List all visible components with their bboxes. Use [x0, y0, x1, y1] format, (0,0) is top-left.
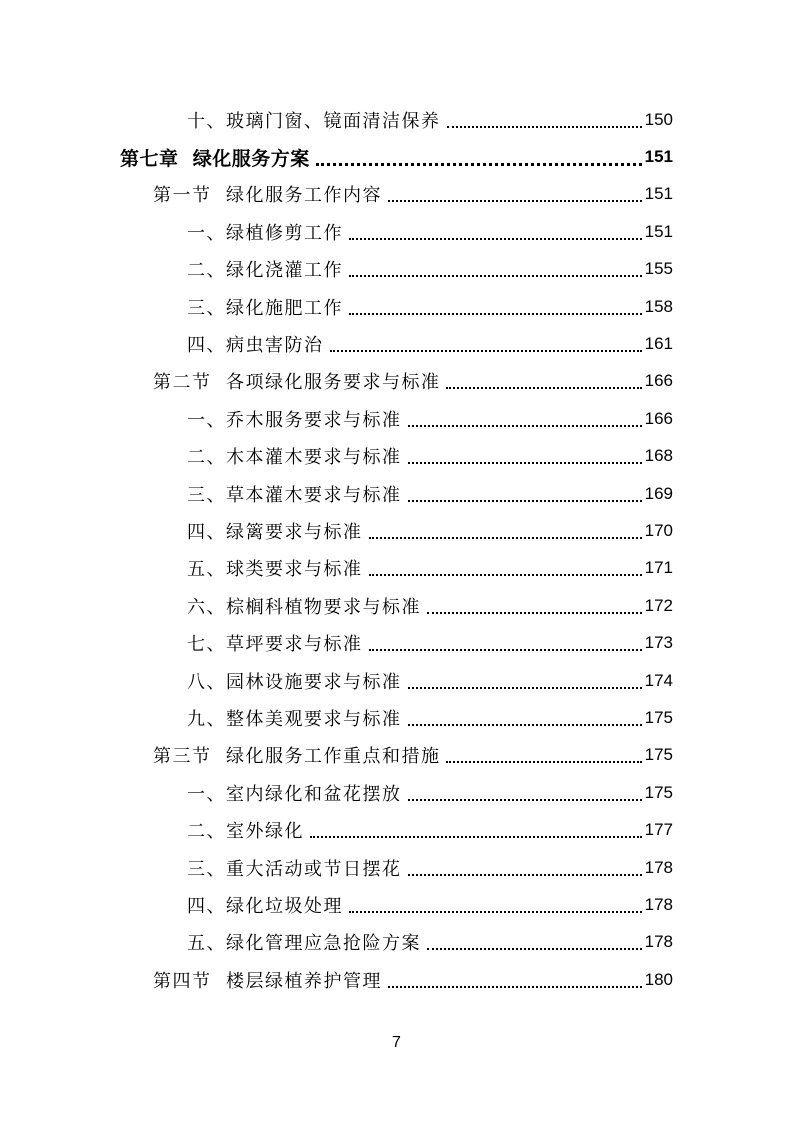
toc-entry-title: 一、室内绿化和盆花摆放: [187, 783, 402, 805]
toc-subsection-entry[interactable]: [0, 924, 793, 961]
table-of-contents: [0, 101, 793, 998]
toc-entry-title: 八、园林设施要求与标准: [187, 671, 402, 693]
toc-subsection-entry[interactable]: [0, 849, 793, 886]
toc-entry-page-number: 161: [644, 334, 673, 354]
toc-subsection-entry[interactable]: [0, 438, 793, 475]
toc-dot-leader: [349, 313, 642, 315]
toc-entry-title: 九、整体美观要求与标准: [187, 708, 402, 730]
toc-dot-leader: [310, 836, 642, 838]
toc-entry-page-number: 178: [644, 894, 673, 914]
toc-section-entry[interactable]: [0, 961, 793, 998]
toc-entry-page-number: 173: [644, 633, 673, 653]
toc-dot-leader: [349, 275, 642, 277]
toc-subsection-entry[interactable]: [0, 400, 793, 437]
toc-chapter-entry[interactable]: [0, 138, 793, 175]
toc-entry-title: 四、绿化垃圾处理: [187, 895, 343, 917]
toc-entry-title: 一、乔木服务要求与标准: [187, 409, 402, 431]
toc-entry-page-number: 178: [644, 932, 673, 952]
toc-dot-leader: [408, 687, 642, 689]
toc-dot-leader: [408, 874, 642, 876]
toc-entry-page-number: 169: [644, 483, 673, 503]
toc-dot-leader: [349, 238, 642, 240]
toc-subsection-entry[interactable]: [0, 662, 793, 699]
toc-section-entry[interactable]: [0, 176, 793, 213]
toc-subsection-entry[interactable]: [0, 475, 793, 512]
toc-subsection-entry[interactable]: [0, 512, 793, 549]
page-number: 7: [392, 1034, 401, 1051]
toc-entry-title: 十、玻璃门窗、镜面清洁保养: [187, 110, 441, 132]
toc-subsection-entry[interactable]: [0, 251, 793, 288]
toc-subsection-entry[interactable]: [0, 699, 793, 736]
toc-entry-title: 二、室外绿化: [187, 821, 304, 843]
toc-entry-page-number: 168: [644, 446, 673, 466]
toc-entry-title: 第七章 绿化服务方案: [120, 147, 310, 170]
toc-entry-title: 第二节 各项绿化服务要求与标准: [153, 372, 441, 394]
toc-entry-title: 七、草坪要求与标准: [187, 634, 363, 656]
toc-entry-page-number: 177: [644, 820, 673, 840]
toc-entry-title: 第四节 楼层绿植养护管理: [153, 970, 382, 992]
toc-dot-leader: [408, 425, 642, 427]
toc-entry-page-number: 155: [644, 259, 673, 279]
toc-dot-leader: [369, 649, 642, 651]
toc-dot-leader: [369, 574, 642, 576]
toc-subsection-entry[interactable]: [0, 811, 793, 848]
toc-subsection-entry[interactable]: [0, 886, 793, 923]
toc-subsection-entry[interactable]: [0, 587, 793, 624]
toc-section-entry[interactable]: [0, 363, 793, 400]
toc-subsection-entry[interactable]: [0, 101, 793, 138]
toc-entry-page-number: 158: [644, 296, 673, 316]
toc-dot-leader: [408, 462, 642, 464]
toc-dot-leader: [349, 911, 642, 913]
toc-dot-leader: [447, 126, 642, 128]
toc-dot-leader: [408, 799, 642, 801]
toc-entry-title: 第三节 绿化服务工作重点和措施: [153, 746, 441, 768]
toc-entry-title: 四、病虫害防治: [187, 335, 324, 357]
toc-entry-title: 二、木本灌木要求与标准: [187, 447, 402, 469]
toc-entry-title: 二、绿化浇灌工作: [187, 260, 343, 282]
toc-dot-leader: [330, 350, 642, 352]
toc-dot-leader: [388, 986, 642, 988]
toc-dot-leader: [427, 612, 642, 614]
toc-entry-title: 四、绿篱要求与标准: [187, 521, 363, 543]
toc-entry-title: 三、草本灌木要求与标准: [187, 484, 402, 506]
toc-subsection-entry[interactable]: [0, 288, 793, 325]
toc-entry-page-number: 180: [644, 969, 673, 989]
toc-dot-leader: [427, 948, 642, 950]
toc-entry-title: 第一节 绿化服务工作内容: [153, 185, 382, 207]
toc-entry-page-number: 166: [644, 408, 673, 428]
toc-subsection-entry[interactable]: [0, 624, 793, 661]
toc-entry-page-number: 174: [644, 670, 673, 690]
toc-dot-leader: [388, 200, 642, 202]
toc-dot-leader: [446, 761, 641, 763]
toc-subsection-entry[interactable]: [0, 550, 793, 587]
toc-subsection-entry[interactable]: [0, 213, 793, 250]
toc-entry-title: 三、重大活动或节日摆花: [187, 858, 402, 880]
toc-entry-page-number: 151: [644, 147, 673, 167]
toc-entry-page-number: 175: [644, 745, 673, 765]
toc-dot-leader: [446, 387, 641, 389]
toc-entry-page-number: 151: [644, 221, 673, 241]
toc-entry-title: 六、棕榈科植物要求与标准: [187, 596, 421, 618]
toc-entry-page-number: 151: [644, 184, 673, 204]
toc-entry-page-number: 166: [644, 371, 673, 391]
toc-dot-leader: [316, 163, 642, 166]
toc-entry-page-number: 178: [644, 857, 673, 877]
toc-dot-leader: [369, 537, 642, 539]
toc-entry-page-number: 172: [644, 595, 673, 615]
toc-dot-leader: [408, 500, 642, 502]
toc-entry-page-number: 170: [644, 520, 673, 540]
toc-dot-leader: [408, 724, 642, 726]
toc-entry-title: 三、绿化施肥工作: [187, 297, 343, 319]
toc-entry-page-number: 175: [644, 707, 673, 727]
toc-entry-page-number: 175: [644, 782, 673, 802]
toc-entry-title: 一、绿植修剪工作: [187, 222, 343, 244]
toc-subsection-entry[interactable]: [0, 325, 793, 362]
toc-subsection-entry[interactable]: [0, 774, 793, 811]
toc-entry-page-number: 171: [644, 558, 673, 578]
toc-entry-title: 五、绿化管理应急抢险方案: [187, 933, 421, 955]
toc-section-entry[interactable]: [0, 737, 793, 774]
toc-entry-title: 五、球类要求与标准: [187, 559, 363, 581]
toc-entry-page-number: 150: [644, 109, 673, 129]
